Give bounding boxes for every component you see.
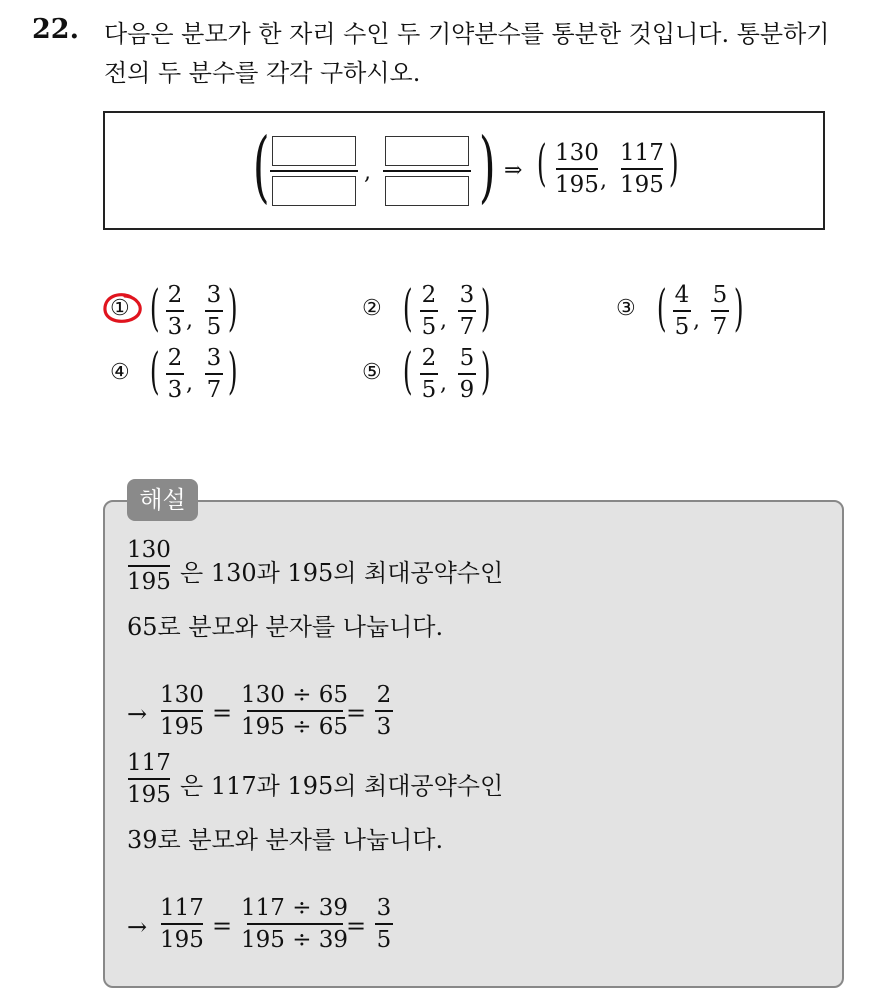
solution-tag: 해설 [127,479,198,521]
solution-fraction-1: 130 195 [127,537,171,595]
answer-slot-denominator-2[interactable] [385,176,469,206]
arrow-icon: → [127,913,148,941]
equals-sign: = [212,912,233,940]
answer-slot-numerator-1[interactable] [272,136,356,166]
paren: ( [402,342,413,400]
option-3-fraction-b: 5 7 [712,282,728,340]
answer-slot-numerator-2[interactable] [385,136,469,166]
option-1-mark[interactable]: ① [110,296,130,321]
solution-text-2: 65로 분모와 분자를 나눕니다. [127,613,444,641]
paren: ( [149,342,160,400]
comma: , [186,308,193,333]
comma: , [364,160,371,185]
right-paren: ) [478,122,496,212]
result-fraction-2: 117 195 [620,140,664,198]
option-3-fraction-a: 4 5 [674,282,690,340]
option-5-mark[interactable]: ⑤ [362,360,382,385]
equals-sign: = [212,699,233,727]
option-3-mark[interactable]: ③ [616,296,636,321]
option-4-fraction-b: 3 7 [206,345,222,403]
option-1-fraction-a: 2 3 [167,282,183,340]
comma: , [186,371,193,396]
question-text-line-1: 다음은 분모가 한 자리 수인 두 기약분수를 통분한 것입니다. 통분하기 [104,20,830,48]
option-2-fraction-a: 2 5 [421,282,437,340]
option-1-fraction-b: 3 5 [206,282,222,340]
arrow-icon: → [127,700,148,728]
solution-fraction-2: 117 195 [127,750,171,808]
answer-slot-denominator-1[interactable] [272,176,356,206]
eq1-fraction-2: 130 ÷ 65 195 ÷ 65 [241,682,349,740]
paren: ( [402,279,413,337]
result-fraction-1: 130 195 [555,140,599,198]
option-2-mark[interactable]: ② [362,296,382,321]
paren: ) [480,342,491,400]
equals-sign: = [346,912,367,940]
paren: ) [227,342,238,400]
paren: ( [149,279,160,337]
fraction-bar [270,170,358,172]
paren: ( [656,279,667,337]
option-4-fraction-a: 2 3 [167,345,183,403]
option-4-mark[interactable]: ④ [110,360,130,385]
left-paren: ( [252,122,270,212]
option-5-fraction-a: 2 5 [421,345,437,403]
implies-arrow: ⇒ [504,158,523,183]
comma: , [600,168,607,193]
solution-text-4: 39로 분모와 분자를 나눕니다. [127,826,444,854]
option-2-fraction-b: 3 7 [459,282,475,340]
eq1-fraction-3: 2 3 [376,682,392,740]
eq1-fraction-1: 130 195 [160,682,204,740]
solution-text-1: 은 130과 195의 최대공약수인 [180,559,504,587]
comma: , [693,308,700,333]
comma: , [440,371,447,396]
option-5-fraction-b: 5 9 [459,345,475,403]
result-right-paren: ) [668,134,679,192]
result-left-paren: ( [536,134,547,192]
eq2-fraction-3: 3 5 [376,895,392,953]
paren: ) [733,279,744,337]
paren: ) [480,279,491,337]
fraction-bar [383,170,471,172]
eq2-fraction-2: 117 ÷ 39 195 ÷ 39 [241,895,349,953]
question-number: 22. [32,14,79,45]
question-text-line-2: 전의 두 분수를 각각 구하시오. [104,59,421,87]
equals-sign: = [346,699,367,727]
solution-text-3: 은 117과 195의 최대공약수인 [180,772,504,800]
paren: ) [227,279,238,337]
eq2-fraction-1: 117 195 [160,895,204,953]
comma: , [440,308,447,333]
